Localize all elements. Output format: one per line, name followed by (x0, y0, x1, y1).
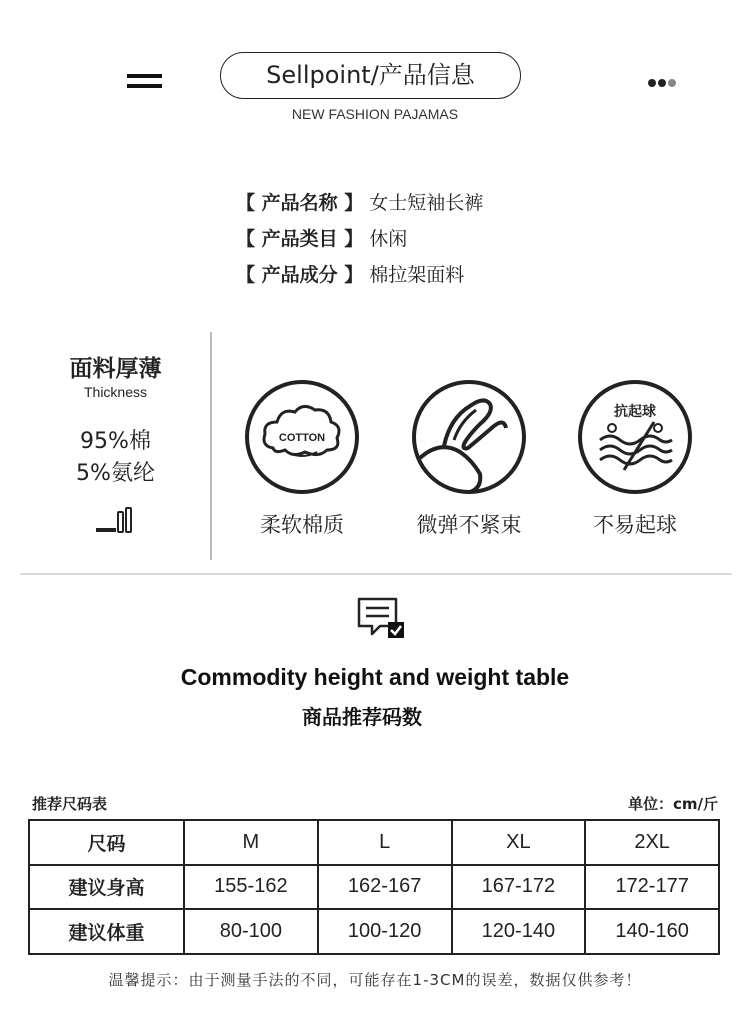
product-name-key: 【 产品名称 】 (236, 192, 364, 214)
composition-cotton: 95%棉 (80, 429, 151, 454)
thickness-title: 面料厚薄 (69, 356, 162, 382)
product-category-row (236, 224, 483, 260)
feature-elastic (409, 378, 529, 539)
table-cell: 建议体重 (29, 909, 184, 954)
table-row (29, 909, 719, 954)
table-header-cell: M (184, 820, 318, 865)
table-cell: 120-140 (452, 909, 586, 954)
composition-spandex: 5%氨纶 (76, 461, 155, 486)
table-cell: 162-167 (318, 865, 452, 910)
table-cell: 167-172 (452, 865, 586, 910)
product-category-value: 休闲 (369, 228, 408, 250)
section-divider (20, 573, 732, 575)
more-dots-icon[interactable] (648, 72, 688, 82)
feature-anti-pilling (575, 378, 695, 539)
product-name-row (236, 188, 483, 224)
page-title: Sellpoint/产品信息 (220, 52, 521, 99)
elastic-stretch-icon (410, 378, 528, 496)
page-subtitle: NEW FASHION PAJAMAS (291, 106, 459, 122)
table-cell: 建议身高 (29, 865, 184, 910)
table-header-cell: XL (452, 820, 586, 865)
feature-label: 柔软棉质 (260, 513, 344, 537)
table-cell: 140-160 (585, 909, 719, 954)
product-material-key: 【 产品成分 】 (236, 264, 364, 286)
product-info (236, 188, 483, 296)
size-table (28, 819, 720, 955)
product-material-value: 棉拉架面料 (369, 264, 465, 286)
size-title-en: Commodity height and weight table (180, 664, 570, 690)
table-header-row (29, 820, 719, 865)
cotton-badge: COTTON (278, 432, 326, 444)
size-title-cn: 商品推荐码数 (302, 705, 422, 729)
thickness-subtitle: Thickness (83, 384, 148, 400)
anti-pilling-icon (576, 378, 694, 496)
cotton-cloud-icon (243, 378, 361, 496)
table-cell: 155-162 (184, 865, 318, 910)
table-header-cell: L (318, 820, 452, 865)
thickness-bars-icon (96, 506, 136, 534)
hamburger-menu-icon[interactable] (127, 74, 162, 90)
vertical-divider (210, 332, 212, 560)
product-category-key: 【 产品类目 】 (236, 228, 364, 250)
table-cell: 80-100 (184, 909, 318, 954)
table-header-cell: 2XL (585, 820, 719, 865)
table-cell: 172-177 (585, 865, 719, 910)
feature-label: 微弹不紧束 (416, 513, 522, 537)
table-cell: 100-120 (318, 909, 452, 954)
measurement-note: 温馨提示：由于测量手法的不同，可能存在1-3CM的误差，数据仅供参考！ (108, 971, 642, 989)
size-table-caption: 推荐尺码表 (32, 795, 108, 813)
document-check-icon (356, 596, 406, 642)
feature-label: 不易起球 (593, 513, 677, 537)
product-name-value: 女士短袖长裤 (369, 192, 484, 214)
anti-pill-badge: 抗起球 (614, 404, 656, 420)
size-table-unit: 单位：cm/斤 (627, 795, 718, 813)
product-material-row (236, 260, 483, 296)
table-header-cell: 尺码 (29, 820, 184, 865)
feature-soft-cotton (242, 378, 362, 539)
table-row (29, 865, 719, 910)
